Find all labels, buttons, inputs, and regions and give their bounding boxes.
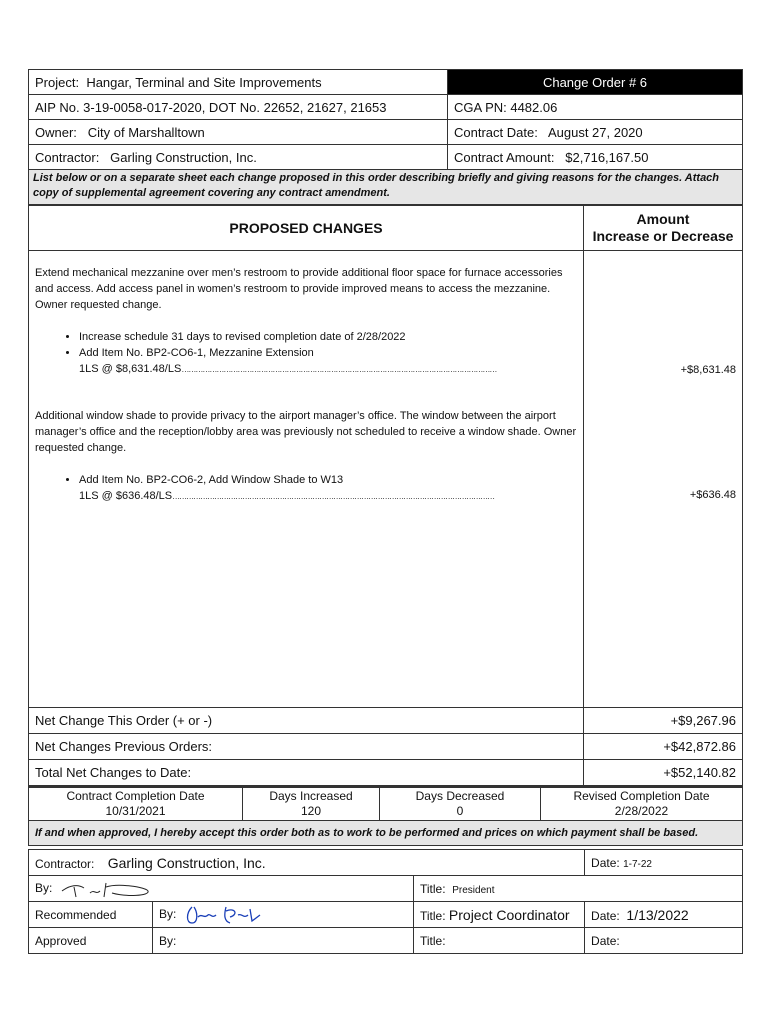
recommended-title-label: Title:: [420, 908, 446, 923]
dates-table: [28, 786, 743, 846]
item1-dots: ………………………………………………………………………………………………………………………: [181, 365, 497, 374]
sig-contractor-title-value: President: [452, 884, 495, 896]
item2-qty: 1LS @ $636.48/LS: [79, 490, 173, 502]
item1-bullets: [35, 329, 577, 378]
contract-date-label: Contract Date:: [454, 124, 538, 140]
approved-title-label: Title:: [420, 933, 446, 948]
item2-dots: …………………………………………………………………………………………………………………………: [172, 492, 495, 501]
sig-contractor-value: Garling Construction, Inc.: [107, 854, 266, 871]
approved-label: Approved: [29, 928, 153, 954]
days-increased-value: 120: [300, 804, 322, 818]
sig-contractor-date-label: Date:: [591, 855, 620, 870]
cga-number: CGA PN: 4482.06: [448, 95, 743, 120]
signature-table: [28, 849, 743, 954]
sig-contractor-cell: [29, 850, 585, 876]
sig-contractor-date-value: 1-7-22: [623, 858, 652, 870]
total-changes-label: Total Net Changes to Date:: [29, 760, 584, 786]
project-label: Project:: [35, 74, 80, 90]
approved-title-cell: [414, 928, 585, 954]
item2-bullet1-text: Add Item No. BP2-CO6-2, Add Window Shade to W13: [79, 474, 344, 486]
net-change-label: Net Change This Order (+ or -): [29, 708, 584, 734]
sig-contractor-by-label: By:: [35, 880, 53, 895]
revised-completion-cell: [541, 787, 743, 821]
contract-completion-label: Contract Completion Date: [66, 789, 205, 803]
sig-contractor-date-cell: [585, 850, 743, 876]
item1-bullet2-text: Add Item No. BP2-CO6-1, Mezzanine Extension: [79, 347, 314, 359]
contractor-label: Contractor:: [35, 149, 100, 165]
recommender-signature-icon: [180, 903, 270, 927]
contract-completion-value: 10/31/2021: [105, 804, 166, 818]
approved-date-label: Date:: [591, 933, 620, 948]
acceptance-statement: If and when approved, I hereby accept this order both as to work to be performed and prices on which payment shall be based.: [29, 821, 743, 846]
header-table: [28, 69, 743, 205]
contract-completion-cell: [29, 787, 243, 821]
contract-date-value: August 27, 2020: [547, 124, 643, 140]
change-order-form: [28, 69, 742, 954]
sig-contractor-by-cell: [29, 876, 414, 902]
item2-bullets: [35, 472, 577, 505]
approved-date-cell: [585, 928, 743, 954]
proposed-changes-heading: PROPOSED CHANGES: [29, 206, 584, 251]
item2-bullet1: [79, 472, 577, 505]
recommended-date-label: Date:: [591, 908, 620, 923]
contractor-cell: [29, 145, 448, 170]
recommended-date-value: 1/13/2022: [626, 906, 689, 923]
item1-bullet2: [79, 345, 577, 378]
contract-amount-label: Contract Amount:: [454, 149, 555, 165]
revised-completion-label: Revised Completion Date: [573, 789, 710, 803]
sig-contractor-title-cell: [414, 876, 743, 902]
days-decreased-label: Days Decreased: [415, 789, 505, 803]
recommended-title-value: Project Coordinator: [448, 906, 570, 923]
project-cell: [29, 70, 448, 95]
approved-by-label: By:: [159, 933, 177, 948]
amount-heading-line2: Increase or Decrease: [592, 228, 734, 244]
recommended-title-cell: [414, 902, 585, 928]
changes-description: [29, 251, 584, 708]
item1-description: Extend mechanical mezzanine over men’s restroom to provide additional floor space for furnace accessories and access. Add access panel in women’s restroom to provide improved means to access the mezzanine. Owner requested change.: [35, 267, 563, 311]
recommended-by-label: By:: [159, 906, 177, 921]
changes-amounts: [584, 251, 743, 708]
instructions-note: List below or on a separate sheet each change proposed in this order describing briefly and giving reasons for the changes. Attach copy of supplemental agreement covering any contract amendment.: [29, 170, 743, 205]
recommended-by-cell: [153, 902, 414, 928]
contract-amount-cell: [448, 145, 743, 170]
item2-description: Additional window shade to provide privacy to the airport manager’s office. The window between the airport manager’s office and the reception/lobby area was previously not scheduled to receive a window shade. Owner requested change.: [35, 410, 577, 454]
amount-heading: [584, 206, 743, 251]
contract-date-cell: [448, 120, 743, 145]
previous-changes-value: +$42,872.86: [584, 734, 743, 760]
recommended-date-cell: [585, 902, 743, 928]
days-decreased-value: 0: [456, 804, 464, 818]
owner-value: City of Marshalltown: [87, 124, 205, 140]
item1-amount: +$8,631.48: [680, 364, 736, 376]
item1-qty: 1LS @ $8,631.48/LS: [79, 363, 182, 375]
previous-changes-label: Net Changes Previous Orders:: [29, 734, 584, 760]
item2-amount: +$636.48: [689, 489, 736, 501]
net-change-value: +$9,267.96: [584, 708, 743, 734]
aip-number: AIP No. 3-19-0058-017-2020, DOT No. 22652, 21627, 21653: [29, 95, 448, 120]
days-increased-label: Days Increased: [269, 789, 353, 803]
total-changes-value: +$52,140.82: [584, 760, 743, 786]
revised-completion-value: 2/28/2022: [614, 804, 669, 818]
sig-contractor-title-label: Title:: [420, 881, 446, 896]
project-value: Hangar, Terminal and Site Improvements: [86, 74, 322, 90]
contractor-value: Garling Construction, Inc.: [110, 149, 257, 165]
owner-cell: [29, 120, 448, 145]
days-increased-cell: [243, 787, 380, 821]
sig-contractor-label: Contractor:: [35, 856, 95, 871]
contractor-signature-icon: [56, 879, 156, 899]
approved-by-cell: [153, 928, 414, 954]
proposed-changes-table: [28, 205, 743, 786]
change-order-number: Change Order # 6: [448, 70, 743, 95]
recommended-label: Recommended: [29, 902, 153, 928]
days-decreased-cell: [380, 787, 541, 821]
amount-heading-line1: Amount: [636, 211, 690, 227]
item1-bullet1: • Increase schedule 31 days to revised completion date of 2/28/2022: [79, 329, 577, 345]
owner-label: Owner:: [35, 124, 77, 140]
contract-amount-value: $2,716,167.50: [565, 149, 649, 165]
